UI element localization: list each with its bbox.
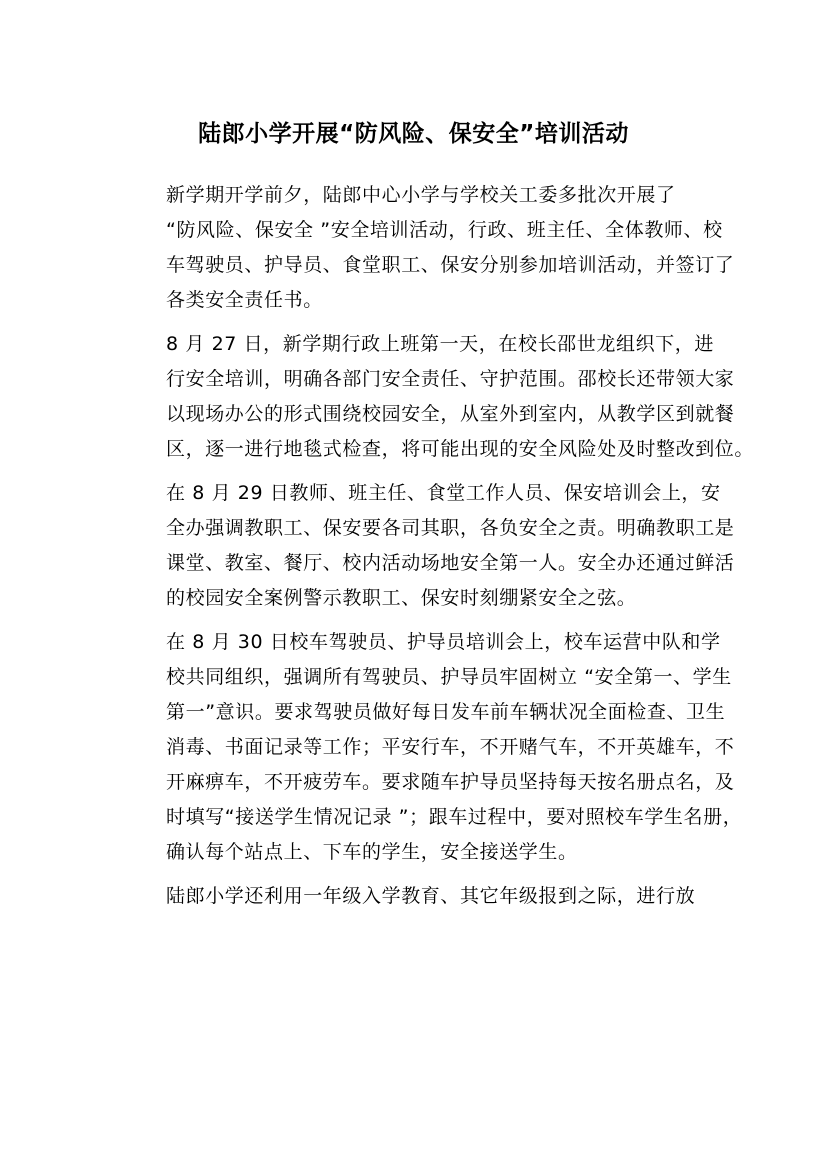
paragraph-1: [128, 178, 735, 318]
paragraph-line: 以现场办公的形式围绕校园安全，从室外到室内，从教学区到就餐: [166, 403, 735, 425]
paragraph-line: 消毒、书面记录等工作；平安行车，不开赌气车，不开英雄车，不: [166, 736, 735, 758]
paragraph-line: “防风险、保安全 ”安全培训活动，行政、班主任、全体教师、校: [166, 219, 723, 241]
paragraph-5: [128, 879, 696, 914]
paragraph-line: 课堂、教室、餐厅、校内活动场地安全第一人。安全办还通过鲜活: [166, 552, 735, 574]
paragraph-line: 行安全培训，明确各部门安全责任、守护范围。邵校长还带领大家: [166, 368, 735, 390]
paragraph-line: 陆郎小学还利用一年级入学教育、其它年级报到之际，进行放: [166, 885, 696, 907]
paragraph-line: 确认每个站点上、下车的学生，安全接送学生。: [166, 841, 578, 863]
paragraph-line: 校共同组织，强调所有驾驶员、护导员牢固树立 “安全第一、学生: [166, 666, 732, 688]
paragraph-line: 各类安全责任书。: [166, 289, 323, 311]
document-body: [128, 178, 755, 923]
paragraph-2: [128, 327, 755, 467]
paragraph-line: 全办强调教职工、保安要各司其职，各负安全之责。明确教职工是: [166, 517, 735, 539]
paragraph-line: 时填写“接送学生情况记录 ”；跟车过程中，要对照校车学生名册，: [166, 806, 743, 828]
paragraph-line: 8 月 27 日，新学期行政上班第一天，在校长邵世龙组织下，进: [166, 333, 714, 355]
paragraph-3: [128, 476, 735, 616]
paragraph-line: 区，逐一进行地毯式检查，将可能出现的安全风险处及时整改到位。: [166, 438, 755, 460]
paragraph-line: 新学期开学前夕，陆郎中心小学与学校关工委多批次开展了: [166, 184, 676, 206]
document-title: 陆郎小学开展“防风险、保安全”培训活动: [198, 121, 629, 147]
paragraph-line: 开麻痹车，不开疲劳车。要求随车护导员坚持每天按名册点名，及: [166, 771, 735, 793]
paragraph-line: 的校园安全案例警示教职工、保安时刻绷紧安全之弦。: [166, 587, 637, 609]
paragraph-line: 在 8 月 30 日校车驾驶员、护导员培训会上，校车运营中队和学: [166, 631, 721, 653]
paragraph-line: 在 8 月 29 日教师、班主任、食堂工作人员、保安培训会上，安: [166, 482, 721, 504]
paragraph-line: 第一”意识。要求驾驶员做好每日发车前车辆状况全面检查、卫生: [166, 701, 726, 723]
paragraph-4: [128, 625, 743, 870]
paragraph-line: 车驾驶员、护导员、食堂职工、保安分别参加培训活动，并签订了: [166, 254, 735, 276]
